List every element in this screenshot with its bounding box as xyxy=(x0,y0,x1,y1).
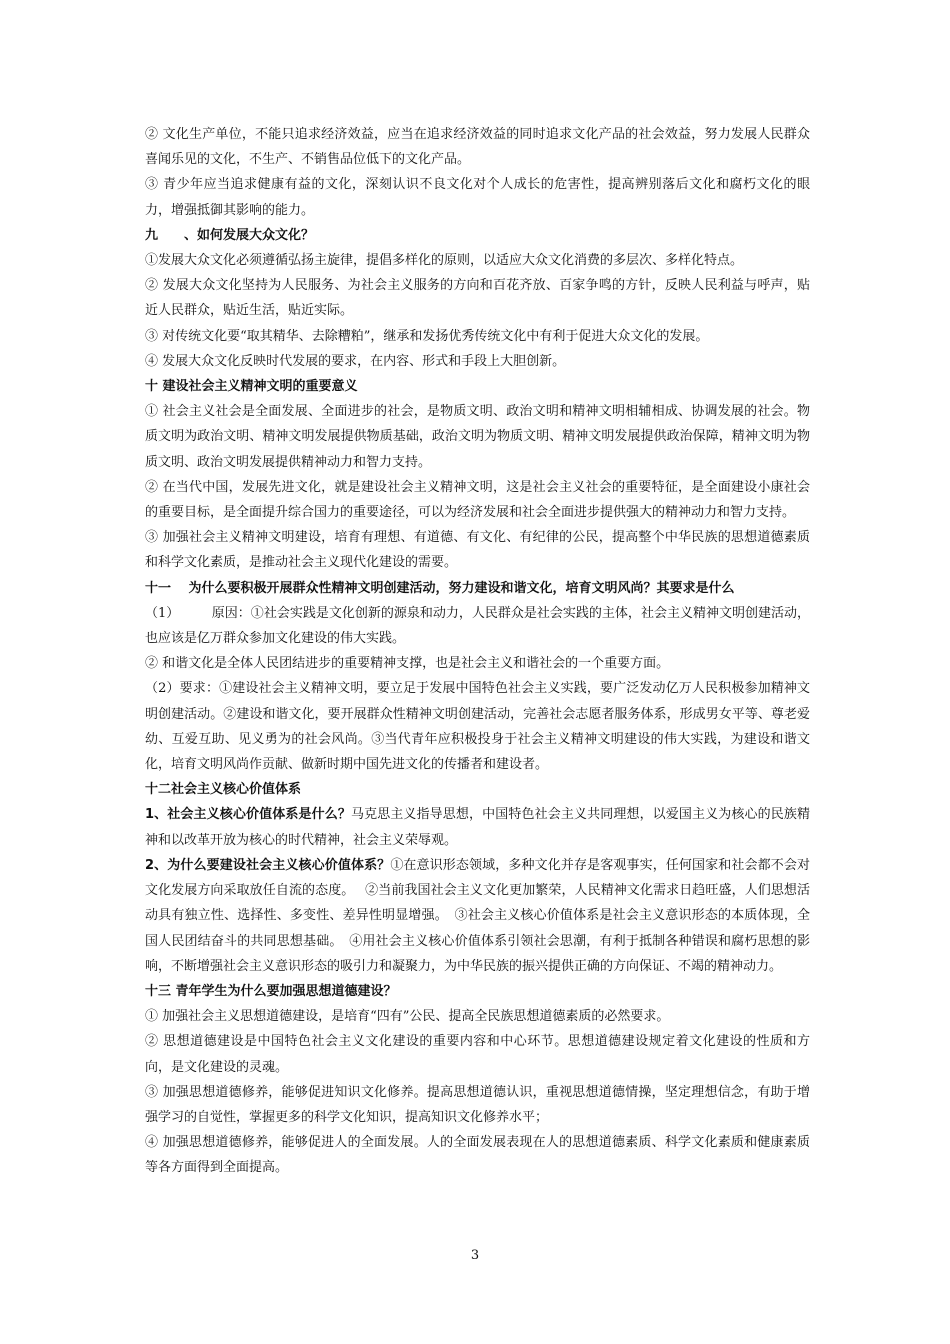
section-heading: 十 建设社会主义精神文明的重要意义 xyxy=(145,379,358,395)
body-paragraph: ③ 加强社会主义精神文明建设，培育有理想、有道德、有文化、有纪律的公民，提高整个中华民族的思想道德素质和科学文化素质，是推动社会主义现代化建设的需要。 xyxy=(145,530,810,571)
page-number: 3 xyxy=(470,1248,480,1263)
body-paragraph: ② 思想道德建设是中国特色社会主义文化建设的重要内容和中心环节。思想道德建设规定着文化建设的性质和方向，是文化建设的灵魂。 xyxy=(145,1034,810,1075)
question-lead: 1、社会主义核心价值体系是什么？ xyxy=(145,807,351,823)
body-paragraph: ② 发展大众文化坚持为人民服务、为社会主义服务的方向和百花齐放、百家争鸣的方针，反映人民利益与呼声，贴近人民群众，贴近生活，贴近实际。 xyxy=(145,278,810,319)
body-paragraph: ④ 加强思想道德修养，能够促进人的全面发展。人的全面发展表现在人的思想道德素质、科学文化素质和健康素质等各方面得到全面提高。 xyxy=(145,1135,810,1176)
body-paragraph: ③ 加强思想道德修养，能够促进知识文化修养。提高思想道德认识，重视思想道德情操，坚定理想信念，有助于增强学习的自觉性，掌握更多的科学文化知识，提高知识文化修养水平； xyxy=(145,1084,810,1125)
body-paragraph: ④ 发展大众文化反映时代发展的要求，在内容、形式和手段上大胆创新。 xyxy=(145,353,566,369)
document-body xyxy=(145,122,810,1181)
question-answer: 马克思主义指导思想，中国特色社会主义共同理想，以爱国主义为核心的民族精神和以改革开放为核心的时代精神，社会主义荣辱观。 xyxy=(145,807,810,848)
body-paragraph: ② 和谐文化是全体人民团结进步的重要精神支撑，也是社会主义和谐社会的一个重要方面。 xyxy=(145,656,670,672)
body-paragraph: ① 社会主义社会是全面发展、全面进步的社会，是物质文明、政治文明和精神文明相辅相成、协调发展的社会。物质文明为政治文明、精神文明发展提供物质基础，政治文明为物质文明、精神文明发展提供政治保障，精神文明为物质文明、政治文明发展提供精神动力和智力支持。 xyxy=(145,404,810,470)
question-paragraph xyxy=(145,802,810,852)
body-paragraph: （1） 原因：①社会实践是文化创新的源泉和动力，人民群众是社会实践的主体，社会主义精神文明创建活动，也应该是亿万群众参加文化建设的伟大实践。 xyxy=(145,605,810,647)
question-paragraph xyxy=(145,853,810,979)
question-lead: 2、为什么要建设社会主义核心价值体系？ xyxy=(145,857,391,873)
section-heading: 十二社会主义核心价值体系 xyxy=(145,782,302,798)
body-paragraph: ① 加强社会主义思想道德建设，是培育“四有”公民、提高全民族思想道德素质的必然要求。 xyxy=(145,1009,670,1025)
body-paragraph: ② 在当代中国，发展先进文化，就是建设社会主义精神文明，这是社会主义社会的重要特征，是全面建设小康社会的重要目标，是全面提升综合国力的重要途径，可以为经济发展和社会全面进步提供强大的精神动力和智力支持。 xyxy=(145,479,810,521)
body-paragraph: ③ 对传统文化要“取其精华、去除糟粕”，继承和发扬优秀传统文化中有利于促进大众文化的发展。 xyxy=(145,328,709,344)
body-paragraph: ①发展大众文化必须遵循弘扬主旋律，提倡多样化的原则，以适应大众文化消费的多层次、多样化特点。 xyxy=(145,253,744,269)
body-paragraph: ③ 青少年应当追求健康有益的文化，深刻认识不良文化对个人成长的危害性，提高辨别落后文化和腐朽文化的眼力，增强抵御其影响的能力。 xyxy=(145,177,810,218)
section-heading: 十一 为什么要积极开展群众性精神文明创建活动，努力建设和谐文化，培育文明风尚？其要求是什么 xyxy=(145,580,735,596)
section-heading: 九 、如何发展大众文化？ xyxy=(145,227,315,243)
question-answer: ①在意识形态领域，多种文化并存是客观事实，任何国家和社会都不会对文化发展方向采取放任自流的态度。 ②当前我国社会主义文化更加繁荣，人民精神文化需求日趋旺盛，人们思想活动具有独立性、选择性、多变性、差异性明显增强。 ③社会主义核心价值体系是社会主义意识形态的本质体现，全国人民团结奋斗的共同思想基础。 ④用社会主义核心价值体系引领社会思潮，有利于抵制各种错误和腐朽思想的影响，不断增强社会主义意识形态的吸引力和凝聚力，为中华民族的振兴提供正确的方向保证、不竭的精神动力。 xyxy=(145,857,810,974)
body-paragraph: （2）要求：①建设社会主义精神文明，要立足于发展中国特色社会主义实践，要广泛发动亿万人民积极参加精神文明创建活动。②建设和谐文化，要开展群众性精神文明创建活动，完善社会志愿者服务体系，形成男女平等、尊老爱幼、互爱互助、见义勇为的社会风尚。③当代青年应积极投身于社会主义精神文明建设的伟大实践，为建设和谐文化，培育文明风尚作贡献、做新时期中国先进文化的传播者和建设者。 xyxy=(145,681,810,773)
body-paragraph: ② 文化生产单位，不能只追求经济效益，应当在追求经济效益的同时追求文化产品的社会效益，努力发展人民群众喜闻乐见的文化，不生产、不销售品位低下的文化产品。 xyxy=(145,127,810,168)
section-heading: 十三 青年学生为什么要加强思想道德建设？ xyxy=(145,983,397,999)
